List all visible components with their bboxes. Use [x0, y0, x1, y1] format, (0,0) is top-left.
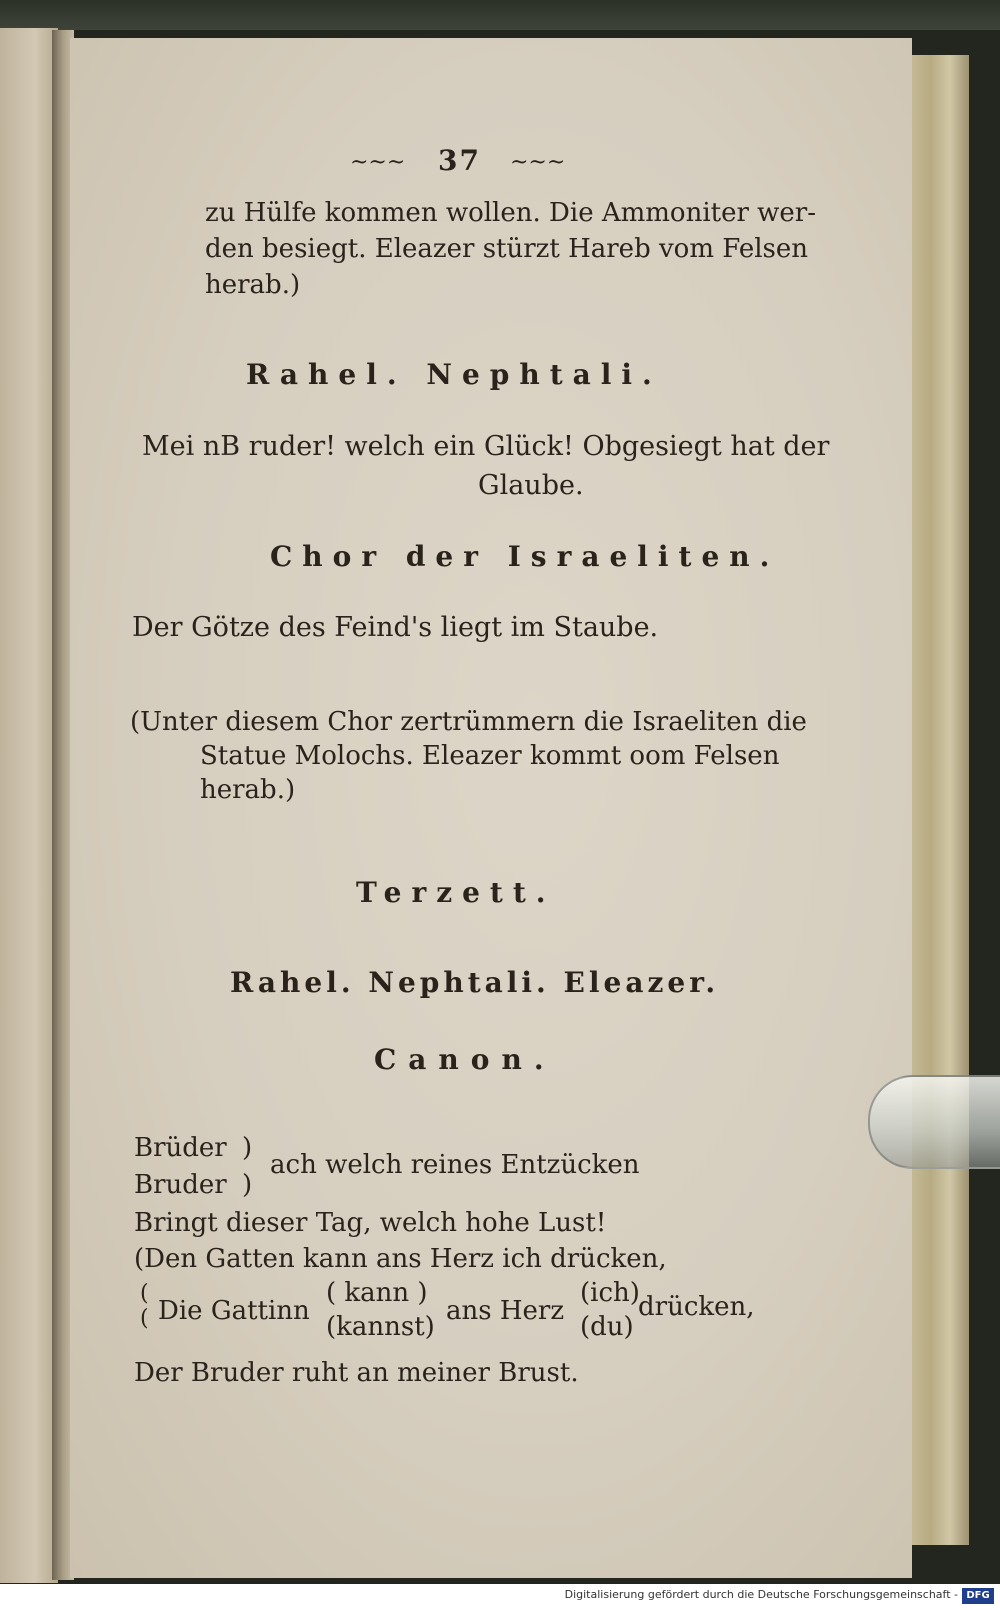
page-stack-edges: [905, 55, 969, 1545]
book-page: [70, 38, 912, 1578]
page-number-ornament-right: ~~~: [510, 150, 566, 175]
stage-direction-1-line-3: herab.): [205, 270, 301, 300]
page-clip: [868, 1075, 1000, 1169]
stage-direction-1-line-2: den besiegt. Eleazer stürzt Hareb vom Felsen: [205, 234, 809, 264]
verse-line-1a: Mei nB ruder! welch ein Glück! Obgesiegt hat der: [142, 431, 830, 462]
canon-du: (du): [580, 1312, 634, 1342]
book-top-edge: [0, 0, 1000, 30]
canon-word-brueder: Brüder: [134, 1133, 227, 1163]
canon-phrase-a: ach welch reines Entzücken: [270, 1150, 640, 1180]
canon-brace-2: ): [242, 1170, 253, 1200]
canon-kann: ( kann ): [326, 1278, 428, 1308]
canon-line-3: (Den Gatten kann ans Herz ich drücken,: [134, 1244, 667, 1274]
canon-line-5: Der Bruder ruht an meiner Brust.: [134, 1358, 579, 1388]
canon-ans-herz: ans Herz: [446, 1296, 565, 1326]
stage-direction-2-line-1: (Unter diesem Chor zertrümmern die Israeliten die: [130, 707, 807, 737]
canon-kannst: (kannst): [326, 1312, 435, 1342]
canon-ich: (ich): [580, 1278, 640, 1308]
canon-die-gattinn: Die Gattinn: [158, 1296, 310, 1326]
dfg-logo[interactable]: DFG: [962, 1588, 994, 1604]
verse-line-1b: Glaube.: [478, 470, 584, 501]
footer-credit-text: Digitalisierung gefördert durch die Deutsche Forschungsgemeinschaft -: [564, 1588, 958, 1601]
speaker-heading-chor: Chor der Israeliten.: [270, 540, 780, 573]
left-page-edge: [0, 28, 58, 1583]
page-number-ornament-left: ~~~: [350, 150, 406, 175]
footer-bar: [0, 1584, 1000, 1610]
canon-open-paren-2: (: [140, 1306, 149, 1331]
stage-direction-2-line-3: herab.): [200, 775, 296, 805]
verse-line-2: Der Götze des Feind's liegt im Staube.: [132, 612, 659, 643]
page-number: 37: [438, 144, 481, 177]
canon-line-2: Bringt dieser Tag, welch hohe Lust!: [134, 1208, 607, 1238]
speaker-heading-rahel-nephtali: Rahel. Nephtali.: [246, 358, 662, 391]
speaker-heading-trio: Rahel. Nephtali. Eleazer.: [230, 966, 720, 999]
stage-direction-1-line-1: zu Hülfe kommen wollen. Die Ammoniter wer-: [205, 198, 817, 228]
canon-open-paren-1: (: [140, 1281, 149, 1306]
heading-canon: Canon.: [374, 1043, 556, 1076]
canon-brace-1: ): [242, 1133, 253, 1163]
canon-druecken: drücken,: [638, 1292, 755, 1322]
canon-word-bruder: Bruder: [134, 1170, 227, 1200]
heading-terzett: Terzett.: [356, 876, 556, 909]
stage-direction-2-line-2: Statue Molochs. Eleazer kommt oom Felsen: [200, 741, 780, 771]
